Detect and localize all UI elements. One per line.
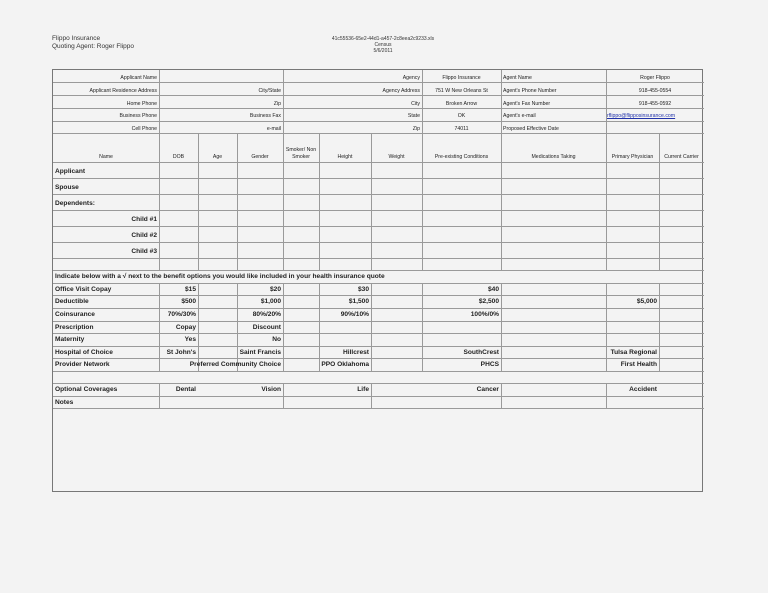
row-applicant: Applicant [55,168,86,175]
network-opt2: PPO Oklahoma [321,361,369,368]
agent-phone-value: 918-455-0554 [638,88,672,94]
business-phone-label: Business Phone [119,113,157,119]
agency-zip-value: 74011 [454,126,469,132]
office-visit-opt4: $40 [487,286,499,293]
network-opt3: PHCS [480,361,499,368]
optional-coverages-label: Optional Coverages [55,386,118,393]
business-fax-label: Business Fax [249,113,281,119]
hospital-opt2: Saint Francis [239,349,281,356]
agency-address-label: Agency Address [382,88,420,94]
sheet-date: 5/6/2011 [373,48,393,54]
hospital-opt5: Tulsa Regional [610,349,657,356]
maternity-opt1: Yes [184,336,196,343]
optional-accident: Accident [629,386,657,393]
col-height: Height [337,154,353,160]
hospital-opt1: St John's [166,349,196,356]
deductible-opt2: $1,000 [260,298,281,305]
applicant-name-label: Applicant Name [120,75,157,81]
email-label: e-mail [266,126,281,132]
agency-label: Agency [402,75,420,81]
zip-label: Zip [273,101,281,107]
office-visit-label: Office Visit Copay [55,286,112,293]
company-name: Flippo Insurance [52,35,101,42]
hospital-opt3: Hillcrest [342,349,369,356]
row-dependents: Dependents: [55,200,95,207]
col-physician: Primary Physician [611,154,654,160]
network-opt1: Preferred Community Choice [189,361,281,368]
deductible-opt3: $1,500 [348,298,369,305]
agency-value: Flippo Insurance [442,75,481,81]
coinsurance-opt3: 90%/10% [340,311,369,318]
notes-label: Notes [55,399,74,406]
optional-dental: Dental [175,386,196,393]
col-weight: Weight [388,154,405,160]
agency-city-label: City [411,101,420,107]
row-child-2: Child #2 [131,232,157,239]
quoting-agent: Quoting Agent: Roger Flippo [52,43,135,50]
hospital-opt4: SouthCrest [463,349,499,356]
agency-address-value: 751 W New Orleans St [435,88,488,94]
optional-cancer: Cancer [476,386,499,393]
coinsurance-opt4: 100%/0% [470,311,499,318]
agency-state-value: OK [457,113,466,119]
col-smoker-line1: Smoker/ Non [285,147,317,153]
home-phone-label: Home Phone [126,101,157,107]
cell-phone-label: Cell Phone [131,126,157,132]
hospital-label: Hospital of Choice [55,349,113,356]
city-state-label: City/State [258,88,281,94]
coinsurance-opt1: 70%/30% [167,311,196,318]
maternity-opt2: No [272,336,281,343]
col-preexisting: Pre-existing Conditions [434,154,489,160]
col-name: Name [99,154,113,160]
agent-name-value: Roger Flippo [640,75,670,81]
sheet-name: Census [374,42,392,48]
office-visit-opt2: $20 [269,286,281,293]
agency-zip-label: Zip [412,126,420,132]
col-gender: Gender [251,154,269,160]
network-opt4: First Health [620,361,657,368]
agent-fax-value: 918-455-0592 [638,101,672,107]
census-form [52,69,703,492]
row-spouse: Spouse [55,184,79,191]
agent-phone-label: Agent's Phone Number [503,88,557,94]
office-visit-opt3: $30 [357,286,369,293]
agent-name-label: Agent Name [503,75,532,81]
deductible-opt4: $2,500 [478,298,499,305]
network-label: Provider Network [55,361,110,368]
col-carrier: Current Carrier [664,154,699,160]
maternity-label: Maternity [55,336,85,343]
coinsurance-opt2: 80%/20% [252,311,281,318]
prescription-opt2: Discount [252,324,281,331]
residence-address-label: Applicant Residence Address [89,88,157,94]
col-age: Age [212,154,223,160]
col-dob: DOB [172,154,185,160]
agent-fax-label: Agent's Fax Number [503,101,551,107]
prescription-opt1: Copay [175,324,196,331]
coinsurance-label: Coinsurance [55,311,95,318]
deductible-opt5: $5,000 [636,298,657,305]
effective-date-label: Proposed Effective Date [503,126,559,132]
agency-state-label: State [407,113,420,119]
office-visit-opt1: $15 [184,286,196,293]
agent-email-link[interactable]: rflippo@flipposinsurance.com [607,113,676,119]
row-child-1: Child #1 [131,216,157,223]
file-id: 41c55536-65e2-44d1-a457-2c8eea2c9233.xls [331,36,435,42]
optional-vision: Vision [261,386,281,393]
agency-city-value: Broken Arrow [445,101,478,107]
notes-area[interactable] [54,409,702,491]
row-child-3: Child #3 [131,248,157,255]
deductible-label: Deductible [55,298,89,305]
benefits-instruction: Indicate below with a √ next to the benefit options you would like included in your health insurance quote [55,273,385,280]
agent-email-label: Agent's e-mail [503,113,536,119]
prescription-label: Prescription [55,324,94,331]
col-medications: Medications Taking [531,154,576,160]
deductible-opt1: $500 [181,298,196,305]
col-smoker-line2: Smoker [292,154,310,160]
optional-life: Life [357,386,369,393]
